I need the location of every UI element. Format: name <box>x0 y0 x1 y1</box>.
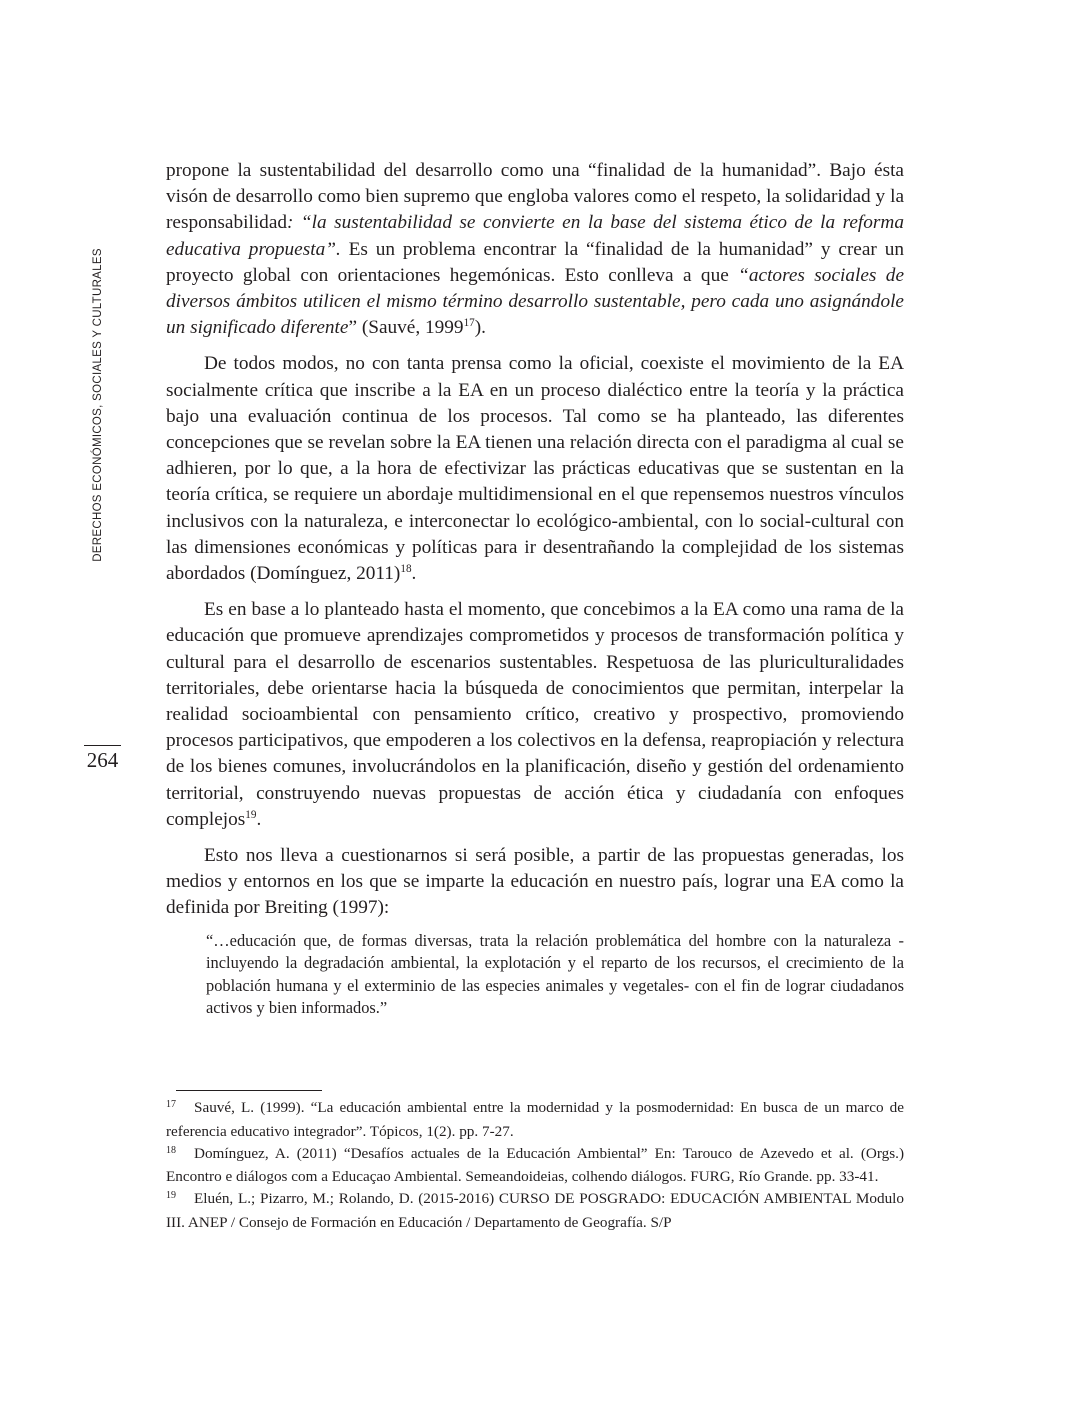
running-title-text: DERECHOS ECONÓMICOS, SOCIALES Y CULTURALES <box>92 248 104 562</box>
footnote-mark: 18 <box>166 1144 176 1156</box>
footnote-18 <box>166 1143 904 1189</box>
paragraph-1-text-2: Es un problema encontrar la “finalidad de la humanidad” y crear un proyecto global con orientaciones hegemónicas. Esto conlleva a que <box>166 238 904 286</box>
main-text <box>166 158 904 1019</box>
paragraph-3-text: Es en base a lo planteado hasta el momento, que concebimos a la EA como una rama de la educación que promueve aprendizajes comprometidos y procesos de transformación política y cultural para el desarrollo de escenarios sustentables. Respetuosa de las pluriculturalidades territoriales, debe orientarse hacia la búsqueda de conocimientos que permitan, interpelar la realidad socioambiental con pensamiento crítico, creativo y prospectivo, promoviendo procesos participativos, que empoderen a los colectivos en la defensa, reapropiación y relectura de los bienes comunes, involucrándolos en la planificación, diseño y gestión del ordenamiento territorial, construyendo nuevas propuestas de acción ética y ciudadanía con enfoques complejos <box>166 599 904 830</box>
footnote-text: Domínguez, A. (2011) “Desafíos actuales de la Educación Ambiental” En: Tarouco de Azevedo et al. (Orgs.) Encontro e diálogos com a Educaçao Ambiental. Semeandoideias, colhendo diálogos. FURG, Río Grande. pp. 33-41. <box>166 1144 904 1186</box>
footnote-19 <box>166 1188 904 1234</box>
paragraph-4: Esto nos lleva a cuestionarnos si será posible, a partir de las propuestas generadas, los medios y entornos en los que se imparte la educación en nuestro país, lograr una EA como la definida por Breiting (1997): <box>166 845 904 919</box>
paragraph-1-quote: : “la sustentabilidad se convierte en la base del sistema ético de la reforma educativa propuesta”. <box>166 212 904 260</box>
paragraph-3 <box>166 597 904 833</box>
paragraph-2-end: . <box>411 563 417 585</box>
footnotes <box>166 1097 904 1234</box>
paragraph-3-end: . <box>256 808 262 830</box>
paragraph-1 <box>166 158 904 341</box>
footnote-text: Eluén, L.; Pizarro, M.; Rolando, D. (2015-2016) CURSO DE POSGRADO: EDUCACIÓN AMBIENTAL Modulo III. ANEP / Consejo de Formación en Educación / Departamento de Geografía. S/P <box>166 1190 904 1231</box>
footnote-ref-18[interactable]: 18 <box>400 562 412 575</box>
footnote-ref-17[interactable]: 17 <box>463 316 475 329</box>
paragraph-1-end: ). <box>474 317 486 339</box>
footnote-separator <box>176 1090 322 1091</box>
footnote-mark: 19 <box>166 1190 176 1202</box>
page-number: 264 <box>86 748 119 772</box>
paragraph-1-quote-2: “actores sociales de diversos ámbitos utilicen el mismo término desarrollo sustentable, pero cada uno asignándole un significado diferente <box>166 264 904 339</box>
footnote-ref-19[interactable]: 19 <box>245 808 257 821</box>
footnote-mark: 17 <box>166 1099 176 1110</box>
footnote-text: Sauvé, L. (1999). “La educación ambiental entre la modernidad y la posmodernidad: En busca de un marco de referencia educativo integrador”. Tópicos, 1(2). pp. 7-27. <box>166 1099 904 1140</box>
paragraph-2-text: De todos modos, no con tanta prensa como la oficial, coexiste el movimiento de la EA socialmente crítica que inscribe a la EA en un proceso dialéctico entre la teoría y la práctica bajo una evaluación continua de los procesos. Tal como se ha planteado, las diferentes concepciones que se revelan sobre la EA tienen una relación directa con el paradigma al cual se adhieren, por lo que, a la hora de efectivizar las prácticas educativas que se sustentan en la teoría crítica, se requiere un abordaje multidimensional en el que repensemos nuestros vínculos inclusivos con la naturaleza, e interconectar lo ecológico-ambiental, con lo social-cultural con las dimensiones económicas y políticas para ir desentrañando la complejidad de los sistemas abordados (Domínguez, 2011) <box>166 353 904 585</box>
paragraph-2 <box>166 351 904 587</box>
page-number-rule <box>84 745 121 746</box>
block-quote: “…educación que, de formas diversas, trata la relación problemática del hombre con la naturaleza -incluyendo la degradación ambiental, la explotación y el reparto de los recursos, el crecimiento de la población humana y el exterminio de las especies animales y vegetales- con el fin de lograr ciudadanos activos y bien informados.” <box>206 930 904 1017</box>
paragraph-1-text: propone la sustentabilidad del desarrollo como una “finalidad de la humanidad”. Bajo ésta visón de desarrollo como bien supremo que engloba valores como el respeto, la solidaridad y la responsabilidad <box>166 160 904 234</box>
footnote-17 <box>166 1097 904 1143</box>
paragraph-1-citation: ” (Sauvé, 1999 <box>348 317 464 339</box>
